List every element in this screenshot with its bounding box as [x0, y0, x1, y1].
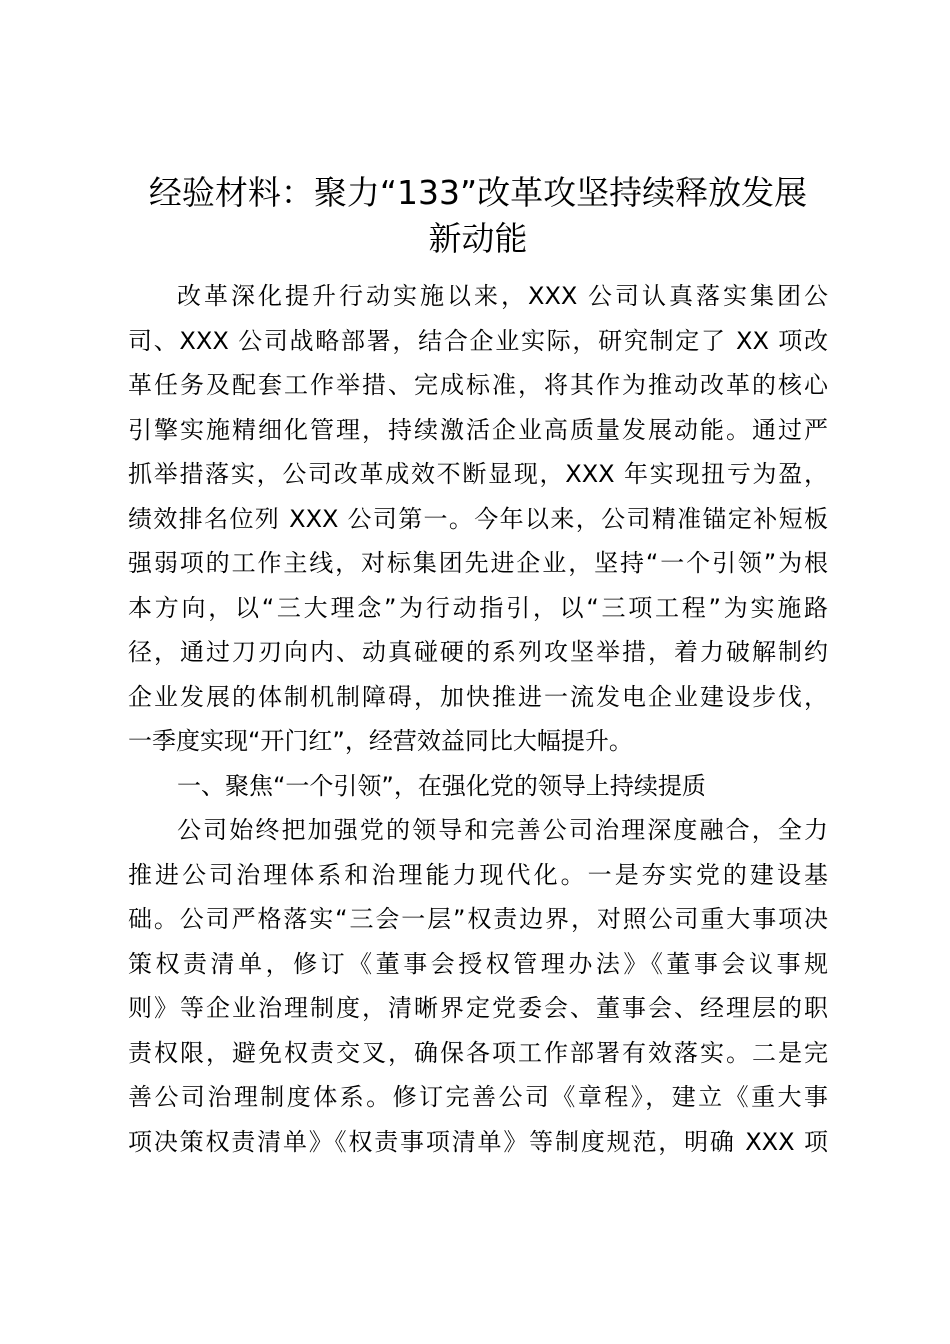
text-line: 革任务及配套工作举措、完成标准，将其作为推动改革的核心 [128, 371, 828, 399]
section-heading: 一、聚焦“一个引领”，在强化党的领导上持续提质 [177, 771, 706, 800]
text-line: 责权限，避免权责交叉，确保各项工作部署有效落实。二是完 [128, 1038, 828, 1067]
section-paragraph [128, 808, 828, 1164]
text-line: 项决策权责清单》《权责事项清单》等制度规范，明确 XXX 项 [128, 1127, 828, 1156]
text-line: 推进公司治理体系和治理能力现代化。一是夯实党的建设基 [128, 860, 828, 889]
text-line: 公司始终把加强党的领导和完善公司治理深度融合，全力 [177, 816, 828, 844]
text-line: 本方向，以“三大理念”为行动指引，以“三项工程”为实施路 [128, 593, 828, 622]
text-line: 础。公司严格落实“三会一层”权责边界，对照公司重大事项决 [128, 905, 828, 933]
text-line: 径，通过刀刃向内、动真碰硬的系列攻坚举措，着力破解制约 [128, 638, 828, 666]
text-line: 企业发展的体制机制障碍，加快推进一流发电企业建设步伐， [128, 682, 828, 711]
text-line: 强弱项的工作主线，对标集团先进企业，坚持“一个引领”为根 [128, 549, 828, 577]
text-line: 抓举措落实，公司改革成效不断显现，XXX 年实现扭亏为盈， [128, 460, 828, 488]
document-page [128, 170, 828, 1164]
text-line: 改革深化提升行动实施以来，XXX 公司认真落实集团公 [177, 282, 828, 310]
title-line-1: 经验材料：聚力“133”改革攻坚持续释放发展 [148, 173, 808, 212]
text-line: 善公司治理制度体系。修订完善公司《章程》，建立《重大事 [128, 1083, 828, 1111]
text-line: 一季度实现“开门红”，经营效益同比大幅提升。 [128, 727, 633, 755]
intro-paragraph [128, 274, 828, 764]
text-line: 则》等企业治理制度，清晰界定党委会、董事会、经理层的职 [128, 994, 828, 1022]
text-line: 司、XXX 公司战略部署，结合企业实际，研究制定了 XX 项改 [128, 326, 828, 355]
text-line: 引擎实施精细化管理，持续激活企业高质量发展动能。通过严 [128, 415, 828, 444]
document-title [128, 170, 828, 262]
text-line: 绩效排名位列 XXX 公司第一。今年以来，公司精准锚定补短板 [128, 504, 828, 533]
title-line-2: 新动能 [428, 219, 528, 258]
text-line: 策权责清单，修订《董事会授权管理办法》《董事会议事规 [128, 949, 828, 978]
